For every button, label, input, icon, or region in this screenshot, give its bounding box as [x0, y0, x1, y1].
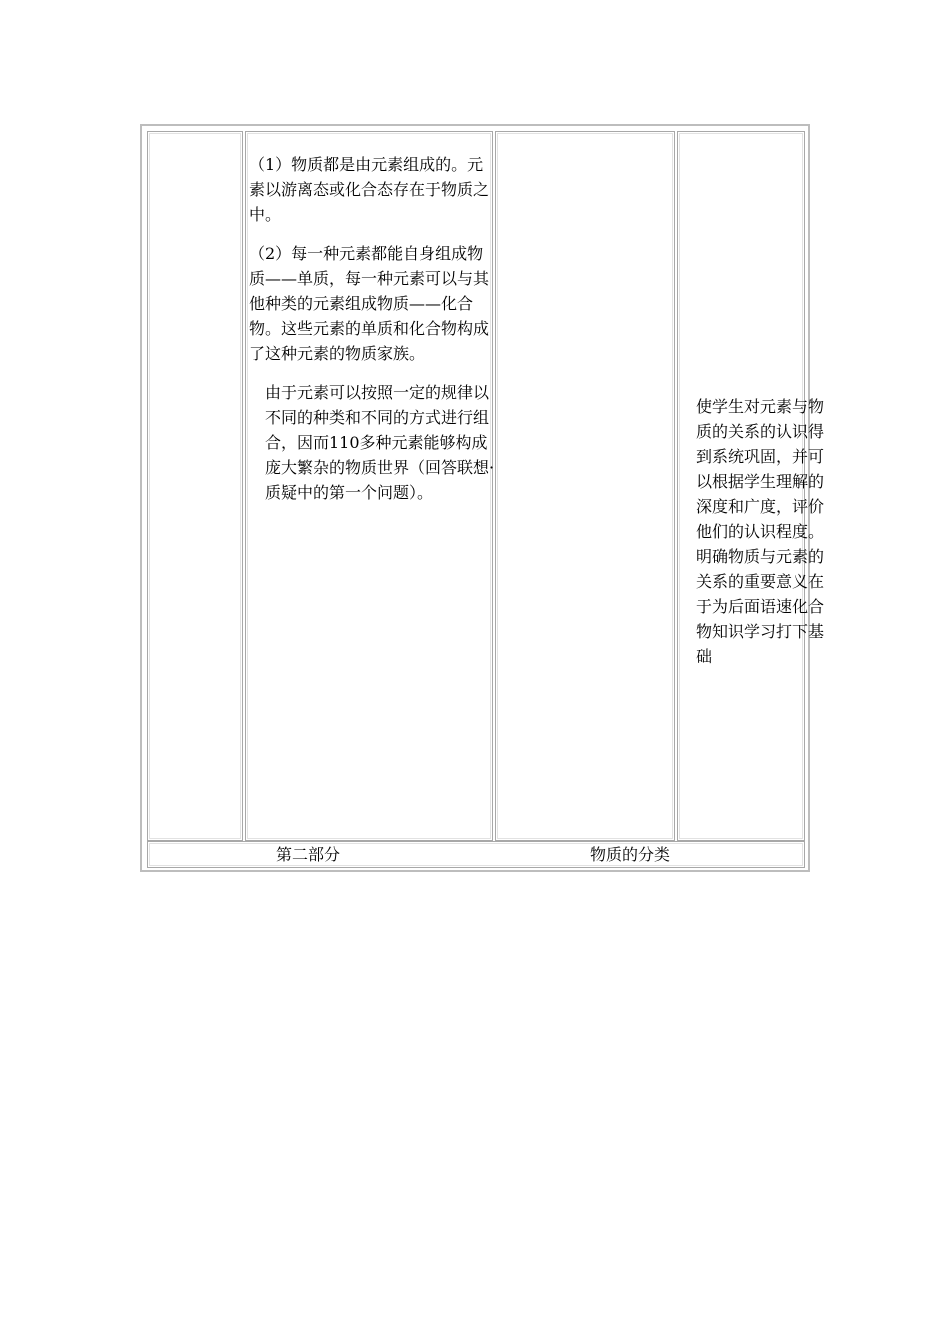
- section-title: 物质的分类: [590, 845, 671, 864]
- table-cell-goal: [677, 131, 825, 841]
- table-cell-content: [245, 131, 493, 841]
- goal-text: 使学生对元素与物质的关系的认识得到系统巩固，并可以根据学生理解的深度和广度，评价他们的认识程度。明确物质与元素的关系的重要意义在于为后面语速化合物知识学习打下基础: [696, 397, 825, 666]
- content-paragraph-2: （2）每一种元素都能自身组成物质——单质，每一种元素可以与其他种类的元素组成物质——化合物。这些元素的单质和化合物构成了这种元素的物质家族。: [249, 244, 490, 363]
- content-paragraph-3: 由于元素可以按照一定的规律以不同的种类和不同的方式进行组合，因而110多种元素能够构成庞大繁杂的物质世界（回答联想·质疑中的第一个问题）。: [265, 383, 495, 502]
- section-row: [147, 841, 805, 868]
- table-cell-activity: [495, 131, 675, 841]
- section-part-label: 第二部分: [276, 845, 341, 864]
- table-cell-stage: [147, 131, 243, 841]
- content-paragraph-1: （1）物质都是由元素组成的。元素以游离态或化合态存在于物质之中。: [249, 155, 490, 224]
- lesson-table: [140, 124, 825, 872]
- content-text: [249, 152, 497, 519]
